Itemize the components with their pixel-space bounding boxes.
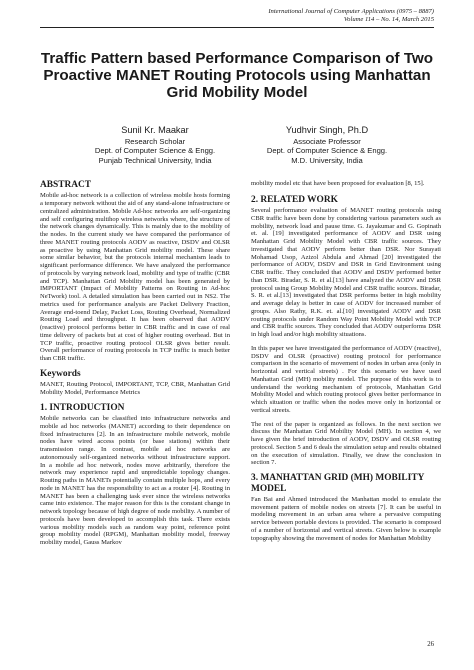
- paper-title: Traffic Pattern based Performance Comparison of Two Proactive MANET Routing Protocols using Manhattan Grid Mobility Model: [40, 50, 434, 102]
- right-column: [251, 180, 441, 542]
- author-role: Associate Professor: [293, 136, 361, 146]
- keywords-heading: Keywords: [40, 368, 81, 379]
- author-affiliation: M.D. University, India: [291, 155, 363, 165]
- abstract-heading: ABSTRACT: [40, 180, 92, 190]
- manhattan-heading: 3. MANHATTAN GRID (MH) MOBILITY MODEL: [251, 473, 424, 494]
- introduction-text: Mobile networks can be classified into infrastructure networks and mobile ad hoc networks (MANET) according to their dependence on fixed infrastructures [2]. In an infrastructure mobile network, mobile nodes have wired access points (or base stations) within their transmission range. In contrast, mobile ad hoc networks are autonomously self-organized networks without infrastructure support. In a mobile ad hoc network, nodes move arbitrarily, therefore the network may experience rapid and unpredictable topology changes. Routing paths in MANETs potentially contain multiple hops, and every node in MANET has the responsibility to act as a router [4]. Routing in MANET has been a challenging task ever since the wireless networks came into existence. The major reason for this is the constant change in network topology because of high degree of node mobility. A number of protocols have been developed to accomplish this task. There exists various mobility models such as random way point, reference point group mobility model (RPGM), Manhattan mobility model, freeway mobility model, Gauss Markov: [40, 415, 230, 547]
- introduction-heading: 1. INTRODUCTION: [40, 402, 125, 413]
- author-affiliation: Punjab Technical University, India: [98, 155, 212, 165]
- abstract-text: Mobile ad-hoc network is a collection of wireless mobile hosts forming a temporary network without the aid of any stand-alone infrastructure or centralized administration. Mobile Ad-hoc networks are self-organizing and self configuring multihop wireless networks where, the structure of the network changes dynamically. This is mainly due to the mobility of the nodes. In the current study we have compared the performance of three MANET routing protocols AODV as reactive, DSDV and OLSR as proactive by using Manhattan Grid mobility model. These share some similar behavior, but the protocols internal mechanism leads to significant performance difference. We have analyzed the performance of protocols by varying network load, mobility and type of traffic (CBR and TCP). Manhattan Grid Mobility model has been generated by IMPORTANT (Impact of Mobility Patterns on Routing in Ad-hoc NeTwork) tool. A detailed simulation has been carried out in NS2. The metrics used for performance analysis are Packet Delivery Fraction, Average end-toend Delay, Packet Loss, Routing Overhead, Normalized Routing Load and throughput. It has been observed that AODV (reactive) protocol performs better in CBR traffic and in case of real time delivery of packets but at cost of higher routing overhead. But in TCP traffic, proactive routing protocol OLSR gives better result. Overall performance of routing protocols in TCP traffic is much better than CBR traffic.: [40, 192, 230, 363]
- author-block-1: [70, 125, 240, 165]
- manhattan-text: Fan Bai and Ahmed introduced the Manhattan model to emulate the movement pattern of mobile nodes on streets [7]. It can be useful in modeling movement in an urban area where a pervasive computing service between portable devices is provided. The scenario is composed of a number of horizontal and vertical streets. Given below is example topography showing the movement of nodes for Manhattan Mobility: [251, 495, 441, 542]
- continued-text: mobility model etc that have been proposed for evaluation [8, 15].: [251, 180, 425, 187]
- journal-volume: Volume 114 – No. 14, March 2015: [343, 16, 434, 24]
- author-role: Research Scholar: [124, 136, 186, 146]
- related-work-heading: 2. RELATED WORK: [251, 194, 338, 205]
- keywords-text: MANET, Routing Protocol, IMPORTANT, TCP, CBR, Manhattan Grid Mobility Model, Performance Metrics: [40, 381, 230, 397]
- author-dept: Dept. of Computer Science & Engg.: [266, 146, 388, 156]
- related-work-paragraph-2: In this paper we have investigated the performance of AODV (reactive), DSDV and OLSR (proactive) routing protocol for performance comparison in the scenario of movement of nodes in urban area (only in horizontal and vertical streets) . For this scenario we have used Manhattan Grid (MH) mobility model. The purpose of this work is to understand the working mechanism of protocols, Manhattan Grid Mobility Model and which routing protocol gives better performance in which situation or traffic when the nodes move only in horizontal or vertical streets.: [251, 344, 441, 414]
- header-rule: [40, 27, 434, 28]
- journal-header: [268, 8, 434, 24]
- author-name: Yudhvir Singh, Ph.D: [285, 125, 369, 135]
- author-block-2: [242, 125, 412, 165]
- author-name: Sunil Kr. Maakar: [121, 125, 189, 135]
- related-work-paragraph-1: Several performance evaluation of MANET routing protocols using CBR traffic have been done by considering various parameters such as mobility, network load and pause time. G. Jayakumar and G. Gopinath et. al. [19] investigated performance of AODV and DSR using Manhattan Grid Mobility Model with CBR traffic sources. They investigated that AODV perform better than DSR. Nor Surayati Mohamad Usop, Azizol Abdula and Ahmad [20] investigated the performance of AODV, DSDV and DSR in Grid Environment using CBR traffic. They concluded that AODV and DSDV performed better than DSR. Biradar, S. R. et al.[13] have analyzed the AODV and DSR protocol using Group Mobility Model and CBR traffic sources. Biradar, S. R. et al.[13] investigated that DSR performs better in high mobility and average delay is better in case of AODV for increased number of groups. Also Rathy, R.K. et. al.[10] investigated AODV and DSR routing protocols under Random Way Point Mobility Model with TCP and CBR traffic sources. They concluded that AODV outperforms DSR in high load and/or high mobility situations.: [251, 207, 441, 339]
- related-work-paragraph-3: The rest of the paper is organized as follows. In the next section we discuss the Manhattan Grid Mobility Model (MH). In section 4, we have given the brief introduction of AODV, DSDV and OLSR routing protocol. Section 5 and 6 deals the simulation setup and results obtained on the execution of simulation. Finally, we draw the conclusion in section 7.: [251, 420, 441, 467]
- page-number: 26: [427, 641, 434, 648]
- left-column: [40, 180, 230, 547]
- author-dept: Dept. of Computer Science & Engg.: [94, 146, 216, 156]
- journal-name: International Journal of Computer Applications (0975 – 8887): [268, 8, 434, 15]
